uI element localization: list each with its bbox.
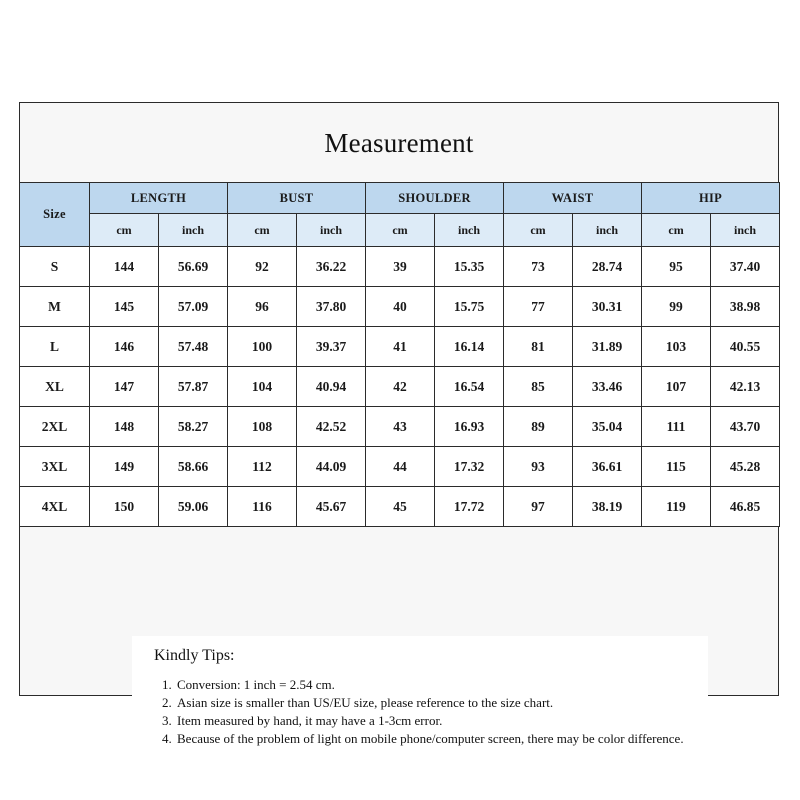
unit-header-inch: inch	[435, 214, 504, 247]
group-header-shoulder: SHOULDER	[366, 183, 504, 214]
measurement-cell: 30.31	[573, 287, 642, 327]
kindly-tips	[132, 636, 708, 788]
measurement-cell: 28.74	[573, 247, 642, 287]
measurement-cell: 119	[642, 487, 711, 527]
size-cell: 2XL	[20, 407, 90, 447]
measurement-cell: 89	[504, 407, 573, 447]
size-column-header: Size	[20, 183, 90, 247]
size-cell: XL	[20, 367, 90, 407]
measurement-cell: 39	[366, 247, 435, 287]
table-row	[20, 367, 780, 407]
measurement-cell: 107	[642, 367, 711, 407]
measurement-cell: 41	[366, 327, 435, 367]
measurement-cell: 15.35	[435, 247, 504, 287]
unit-header-inch: inch	[711, 214, 780, 247]
measurement-cell: 145	[90, 287, 159, 327]
measurement-cell: 112	[228, 447, 297, 487]
measurement-cell: 36.61	[573, 447, 642, 487]
tips-title: Kindly Tips:	[154, 647, 235, 664]
tip-item: 3. Item measured by hand, it may have a 1-3cm error.	[175, 712, 708, 730]
measurement-cell: 100	[228, 327, 297, 367]
size-chart-table	[19, 182, 780, 527]
measurement-cell: 43	[366, 407, 435, 447]
measurement-cell: 146	[90, 327, 159, 367]
measurement-cell: 96	[228, 287, 297, 327]
group-header-hip: HIP	[642, 183, 780, 214]
measurement-cell: 104	[228, 367, 297, 407]
measurement-cell: 149	[90, 447, 159, 487]
measurement-cell: 111	[642, 407, 711, 447]
measurement-cell: 16.14	[435, 327, 504, 367]
measurement-cell: 93	[504, 447, 573, 487]
unit-header-cm: cm	[228, 214, 297, 247]
measurement-cell: 33.46	[573, 367, 642, 407]
measurement-cell: 85	[504, 367, 573, 407]
measurement-cell: 81	[504, 327, 573, 367]
group-header-length: LENGTH	[90, 183, 228, 214]
measurement-cell: 15.75	[435, 287, 504, 327]
measurement-cell: 43.70	[711, 407, 780, 447]
measurement-cell: 35.04	[573, 407, 642, 447]
measurement-cell: 46.85	[711, 487, 780, 527]
measurement-cell: 56.69	[159, 247, 228, 287]
measurement-cell: 40.94	[297, 367, 366, 407]
measurement-cell: 39.37	[297, 327, 366, 367]
measurement-cell: 42.52	[297, 407, 366, 447]
unit-header-inch: inch	[573, 214, 642, 247]
unit-header-cm: cm	[90, 214, 159, 247]
measurement-cell: 31.89	[573, 327, 642, 367]
tip-item: 2. Asian size is smaller than US/EU size, please reference to the size chart.	[175, 694, 708, 712]
table-row	[20, 247, 780, 287]
measurement-cell: 40.55	[711, 327, 780, 367]
measurement-cell: 108	[228, 407, 297, 447]
tip-item: 4. Because of the problem of light on mobile phone/computer screen, there may be color difference.	[175, 730, 708, 748]
measurement-cell: 16.54	[435, 367, 504, 407]
group-header-bust: BUST	[228, 183, 366, 214]
measurement-cell: 148	[90, 407, 159, 447]
measurement-cell: 17.32	[435, 447, 504, 487]
table-row	[20, 407, 780, 447]
measurement-cell: 17.72	[435, 487, 504, 527]
measurement-cell: 150	[90, 487, 159, 527]
measurement-cell: 99	[642, 287, 711, 327]
measurement-cell: 77	[504, 287, 573, 327]
tips-list	[154, 676, 708, 748]
measurement-cell: 45	[366, 487, 435, 527]
size-cell: S	[20, 247, 90, 287]
unit-header-inch: inch	[297, 214, 366, 247]
tip-item: 1. Conversion: 1 inch = 2.54 cm.	[175, 676, 708, 694]
measurement-cell: 44.09	[297, 447, 366, 487]
measurement-cell: 42	[366, 367, 435, 407]
measurement-cell: 57.48	[159, 327, 228, 367]
unit-header-cm: cm	[504, 214, 573, 247]
table-row	[20, 487, 780, 527]
measurement-cell: 92	[228, 247, 297, 287]
measurement-cell: 58.66	[159, 447, 228, 487]
unit-header-cm: cm	[642, 214, 711, 247]
measurement-cell: 144	[90, 247, 159, 287]
size-rows	[20, 247, 780, 527]
measurement-cell: 115	[642, 447, 711, 487]
table-row	[20, 287, 780, 327]
measurement-cell: 38.98	[711, 287, 780, 327]
measurement-cell: 57.87	[159, 367, 228, 407]
measurement-cell: 97	[504, 487, 573, 527]
measurement-cell: 37.40	[711, 247, 780, 287]
measurement-cell: 73	[504, 247, 573, 287]
measurement-cell: 16.93	[435, 407, 504, 447]
measurement-cell: 59.06	[159, 487, 228, 527]
unit-header-inch: inch	[159, 214, 228, 247]
measurement-cell: 103	[642, 327, 711, 367]
unit-header-cm: cm	[366, 214, 435, 247]
measurement-cell: 45.67	[297, 487, 366, 527]
measurement-cell: 45.28	[711, 447, 780, 487]
measurement-cell: 58.27	[159, 407, 228, 447]
page-title: Measurement	[324, 127, 474, 158]
table-row	[20, 327, 780, 367]
measurement-cell: 116	[228, 487, 297, 527]
measurement-cell: 38.19	[573, 487, 642, 527]
measurement-cell: 95	[642, 247, 711, 287]
size-cell: 4XL	[20, 487, 90, 527]
measurement-panel	[19, 102, 779, 746]
measurement-cell: 147	[90, 367, 159, 407]
measurement-cell: 42.13	[711, 367, 780, 407]
table-row	[20, 447, 780, 487]
measurement-cell: 40	[366, 287, 435, 327]
size-cell: L	[20, 327, 90, 367]
size-cell: M	[20, 287, 90, 327]
group-header-waist: WAIST	[504, 183, 642, 214]
measurement-cell: 44	[366, 447, 435, 487]
measurement-cell: 37.80	[297, 287, 366, 327]
measurement-cell: 57.09	[159, 287, 228, 327]
measurement-cell: 36.22	[297, 247, 366, 287]
size-cell: 3XL	[20, 447, 90, 487]
